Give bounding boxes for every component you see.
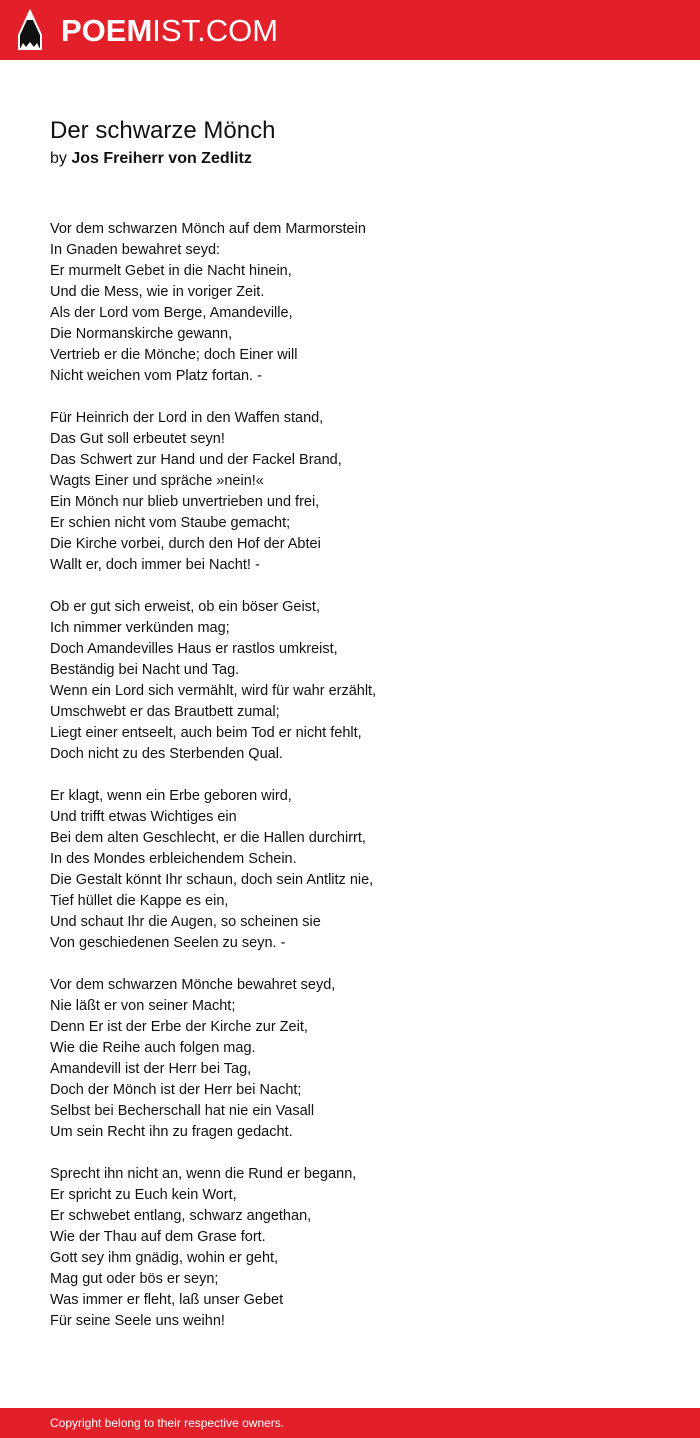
poem-stanza [50, 786, 650, 954]
poem-line: Doch Amandevilles Haus er rastlos umkreist, [50, 641, 338, 657]
poem-title: Der schwarze Mönch [50, 117, 276, 144]
poem-line: Denn Er ist der Erbe der Kirche zur Zeit, [50, 1019, 308, 1035]
poem-line: Doch nicht zu des Sterbenden Qual. [50, 746, 283, 762]
poem-line: Und die Mess, wie in voriger Zeit. [50, 284, 265, 300]
poem-line: Er murmelt Gebet in die Nacht hinein, [50, 263, 292, 279]
poem-line: Wie die Reihe auch folgen mag. [50, 1040, 256, 1056]
poem-line: Vertrieb er die Mönche; doch Einer will [50, 347, 298, 363]
poem-line: Ich nimmer verkünden mag; [50, 620, 230, 636]
poem-line: Wie der Thau auf dem Grase fort. [50, 1229, 266, 1245]
poem-line: Liegt einer entseelt, auch beim Tod er nicht fehlt, [50, 725, 362, 741]
poem-line: Wagts Einer und spräche »nein!« [50, 473, 264, 489]
poem-line: Was immer er fleht, laß unser Gebet [50, 1292, 284, 1308]
poem-line: Für seine Seele uns weihn! [50, 1313, 225, 1329]
poem-stanza [50, 219, 650, 387]
poem-line: Für Heinrich der Lord in den Waffen stand, [50, 410, 324, 426]
poem-line: Umschwebt er das Brautbett zumal; [50, 704, 280, 720]
poem-stanza [50, 1164, 650, 1332]
poem-line: Ein Mönch nur blieb unvertrieben und frei, [50, 494, 320, 510]
poem-line: Sprecht ihn nicht an, wenn die Rund er begann, [50, 1166, 357, 1182]
poem-line: Ob er gut sich erweist, ob ein böser Geist, [50, 599, 320, 615]
poem-line: Nicht weichen vom Platz fortan. - [50, 368, 262, 384]
logo-light-text: IST.COM [152, 13, 279, 48]
site-header [0, 0, 700, 60]
poem-line: Wallt er, doch immer bei Nacht! - [50, 557, 260, 573]
poem-author: Jos Freiherr von Zedlitz [71, 150, 252, 167]
poem-line: Nie läßt er von seiner Macht; [50, 998, 236, 1014]
poem-line: Vor dem schwarzen Mönche bewahret seyd, [50, 977, 336, 993]
poem-line: Von geschiedenen Seelen zu seyn. - [50, 935, 286, 951]
poem-line: Bei dem alten Geschlecht, er die Hallen durchirrt, [50, 830, 366, 846]
poem-line: Er schwebet entlang, schwarz angethan, [50, 1208, 312, 1224]
poem-line: Er schien nicht vom Staube gemacht; [50, 515, 291, 531]
poem-line: Mag gut oder bös er seyn; [50, 1271, 219, 1287]
poem-line: In Gnaden bewahret seyd: [50, 242, 221, 258]
logo-bold-text: POEM [61, 13, 153, 48]
poem-body [50, 219, 650, 1353]
poem-line: Die Normanskirche gewann, [50, 326, 233, 342]
poem-line: Doch der Mönch ist der Herr bei Nacht; [50, 1082, 302, 1098]
poem-line: Beständig bei Nacht und Tag. [50, 662, 240, 678]
poem-line: Amandevill ist der Herr bei Tag, [50, 1061, 252, 1077]
poem-line: Gott sey ihm gnädig, wohin er geht, [50, 1250, 279, 1266]
poem-line: Und schaut Ihr die Augen, so scheinen sie [50, 914, 321, 930]
poem-line: Die Kirche vorbei, durch den Hof der Abtei [50, 536, 321, 552]
poem-line: Wenn ein Lord sich vermählt, wird für wahr erzählt, [50, 683, 377, 699]
byline [50, 148, 252, 170]
poem-line: Die Gestalt könnt Ihr schaun, doch sein Antlitz nie, [50, 872, 374, 888]
poem-line: Vor dem schwarzen Mönch auf dem Marmorstein [50, 221, 366, 237]
poem-stanza [50, 597, 650, 765]
poem-stanza [50, 408, 650, 576]
poem-line: Er klagt, wenn ein Erbe geboren wird, [50, 788, 292, 804]
site-footer [0, 1408, 700, 1438]
poem-stanza [50, 975, 650, 1143]
poem-line: Tief hüllet die Kappe es ein, [50, 893, 229, 909]
poem-line: Das Gut soll erbeutet seyn! [50, 431, 225, 447]
poem-line: Um sein Recht ihn zu fragen gedacht. [50, 1124, 293, 1140]
pencil-logo-icon[interactable] [17, 9, 43, 51]
poem-line: Als der Lord vom Berge, Amandeville, [50, 305, 293, 321]
site-logo[interactable] [61, 11, 278, 51]
poem-line: Und trifft etwas Wichtiges ein [50, 809, 237, 825]
by-label: by [50, 150, 67, 167]
copyright-notice: Copyright belong to their respective owners. [50, 1416, 285, 1430]
poem-line: Er spricht zu Euch kein Wort, [50, 1187, 237, 1203]
poem-line: In des Mondes erbleichendem Schein. [50, 851, 297, 867]
poem-line: Selbst bei Becherschall hat nie ein Vasall [50, 1103, 315, 1119]
poem-line: Das Schwert zur Hand und der Fackel Brand, [50, 452, 342, 468]
